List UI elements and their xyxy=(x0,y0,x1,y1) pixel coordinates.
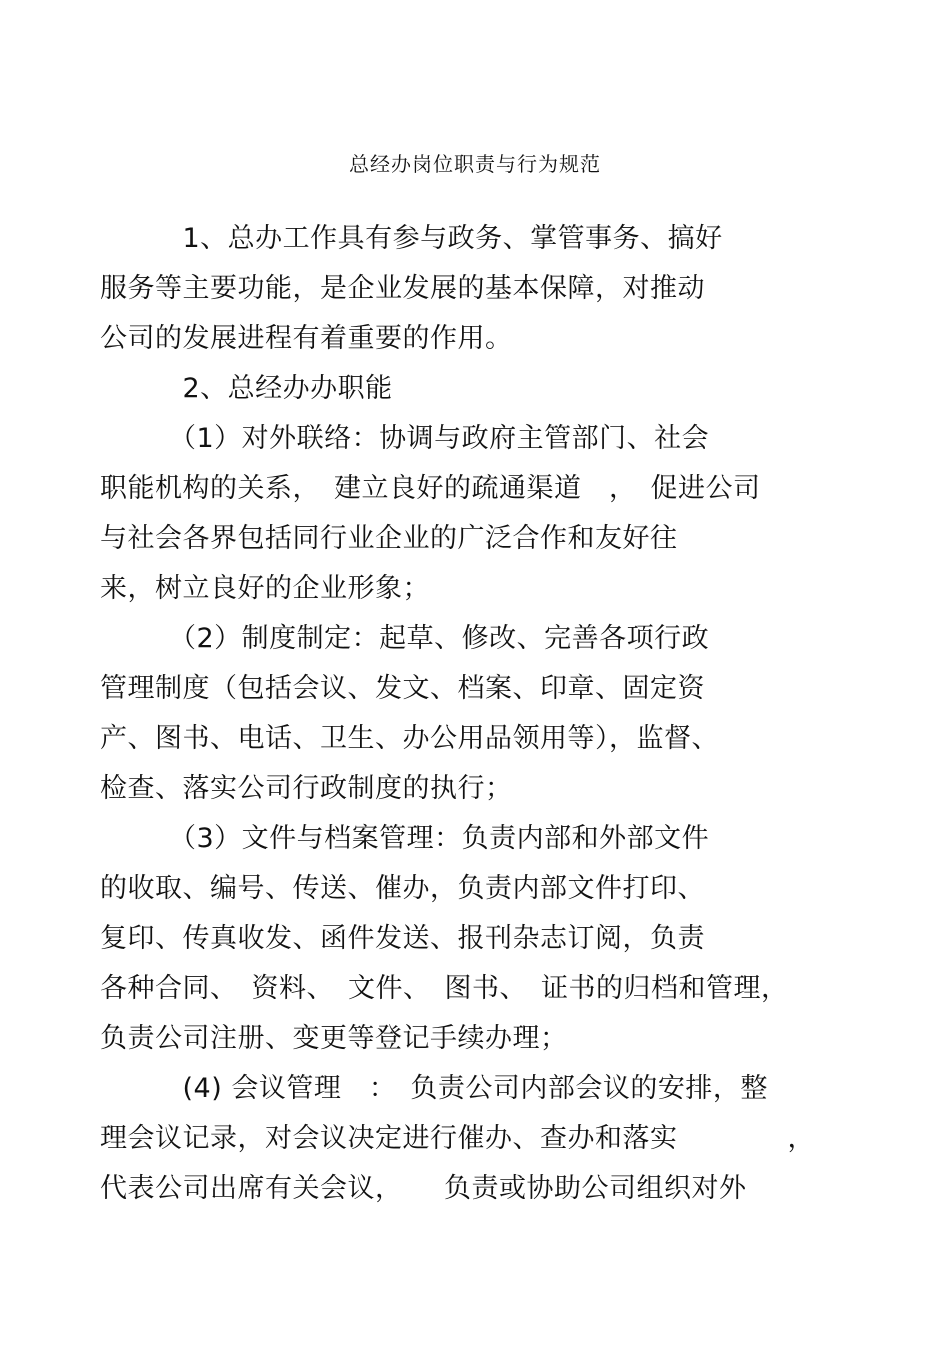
paragraph-line: 服务等主要功能，是企业发展的基本保障，对推动 xyxy=(100,273,705,304)
paragraph-line: (4) 会议管理 ： 负责公司内部会议的安排，整 xyxy=(100,1073,768,1104)
paragraph-line: 公司的发展进程有着重要的作用。 xyxy=(100,323,513,354)
paragraph-line: 代表公司出席有关会议， 负责或协助公司组织对外 xyxy=(100,1173,747,1204)
paragraph-line: （2）制度制定：起草、修改、完善各项行政 xyxy=(100,623,710,654)
paragraph-line: 理会议记录，对会议决定进行催办、查办和落实 ， xyxy=(100,1123,815,1154)
paragraph-line: 来，树立良好的企业形象； xyxy=(100,573,430,604)
paragraph-line: 复印、传真收发、函件发送、报刊杂志订阅，负责 xyxy=(100,923,705,954)
paragraph-line: 职能机构的关系， 建立良好的疏通渠道 ， 促进公司 xyxy=(100,473,761,504)
paragraph-line: （3）文件与档案管理：负责内部和外部文件 xyxy=(100,823,710,854)
paragraph-line: 产、图书、电话、卫生、办公用品领用等），监督、 xyxy=(100,723,719,754)
paragraph-line: 1、总办工作具有参与政务、掌管事务、搞好 xyxy=(100,223,723,254)
paragraph-line: 与社会各界包括同行业企业的广泛合作和友好往 xyxy=(100,523,678,554)
document-title: 总经办岗位职责与行为规范 xyxy=(349,152,601,176)
paragraph-line: 管理制度（包括会议、发文、档案、印章、固定资 xyxy=(100,673,705,704)
paragraph-line: 各种合同、 资料、 文件、 图书、 证书的归档和管理， xyxy=(100,973,789,1004)
paragraph-line: 2、总经办办职能 xyxy=(100,373,393,404)
paragraph-line: 的收取、编号、传送、催办，负责内部文件打印、 xyxy=(100,873,705,904)
paragraph-line: （1）对外联络：协调与政府主管部门、社会 xyxy=(100,423,710,454)
paragraph-line: 负责公司注册、变更等登记手续办理； xyxy=(100,1023,568,1054)
paragraph-line: 检查、落实公司行政制度的执行； xyxy=(100,773,513,804)
